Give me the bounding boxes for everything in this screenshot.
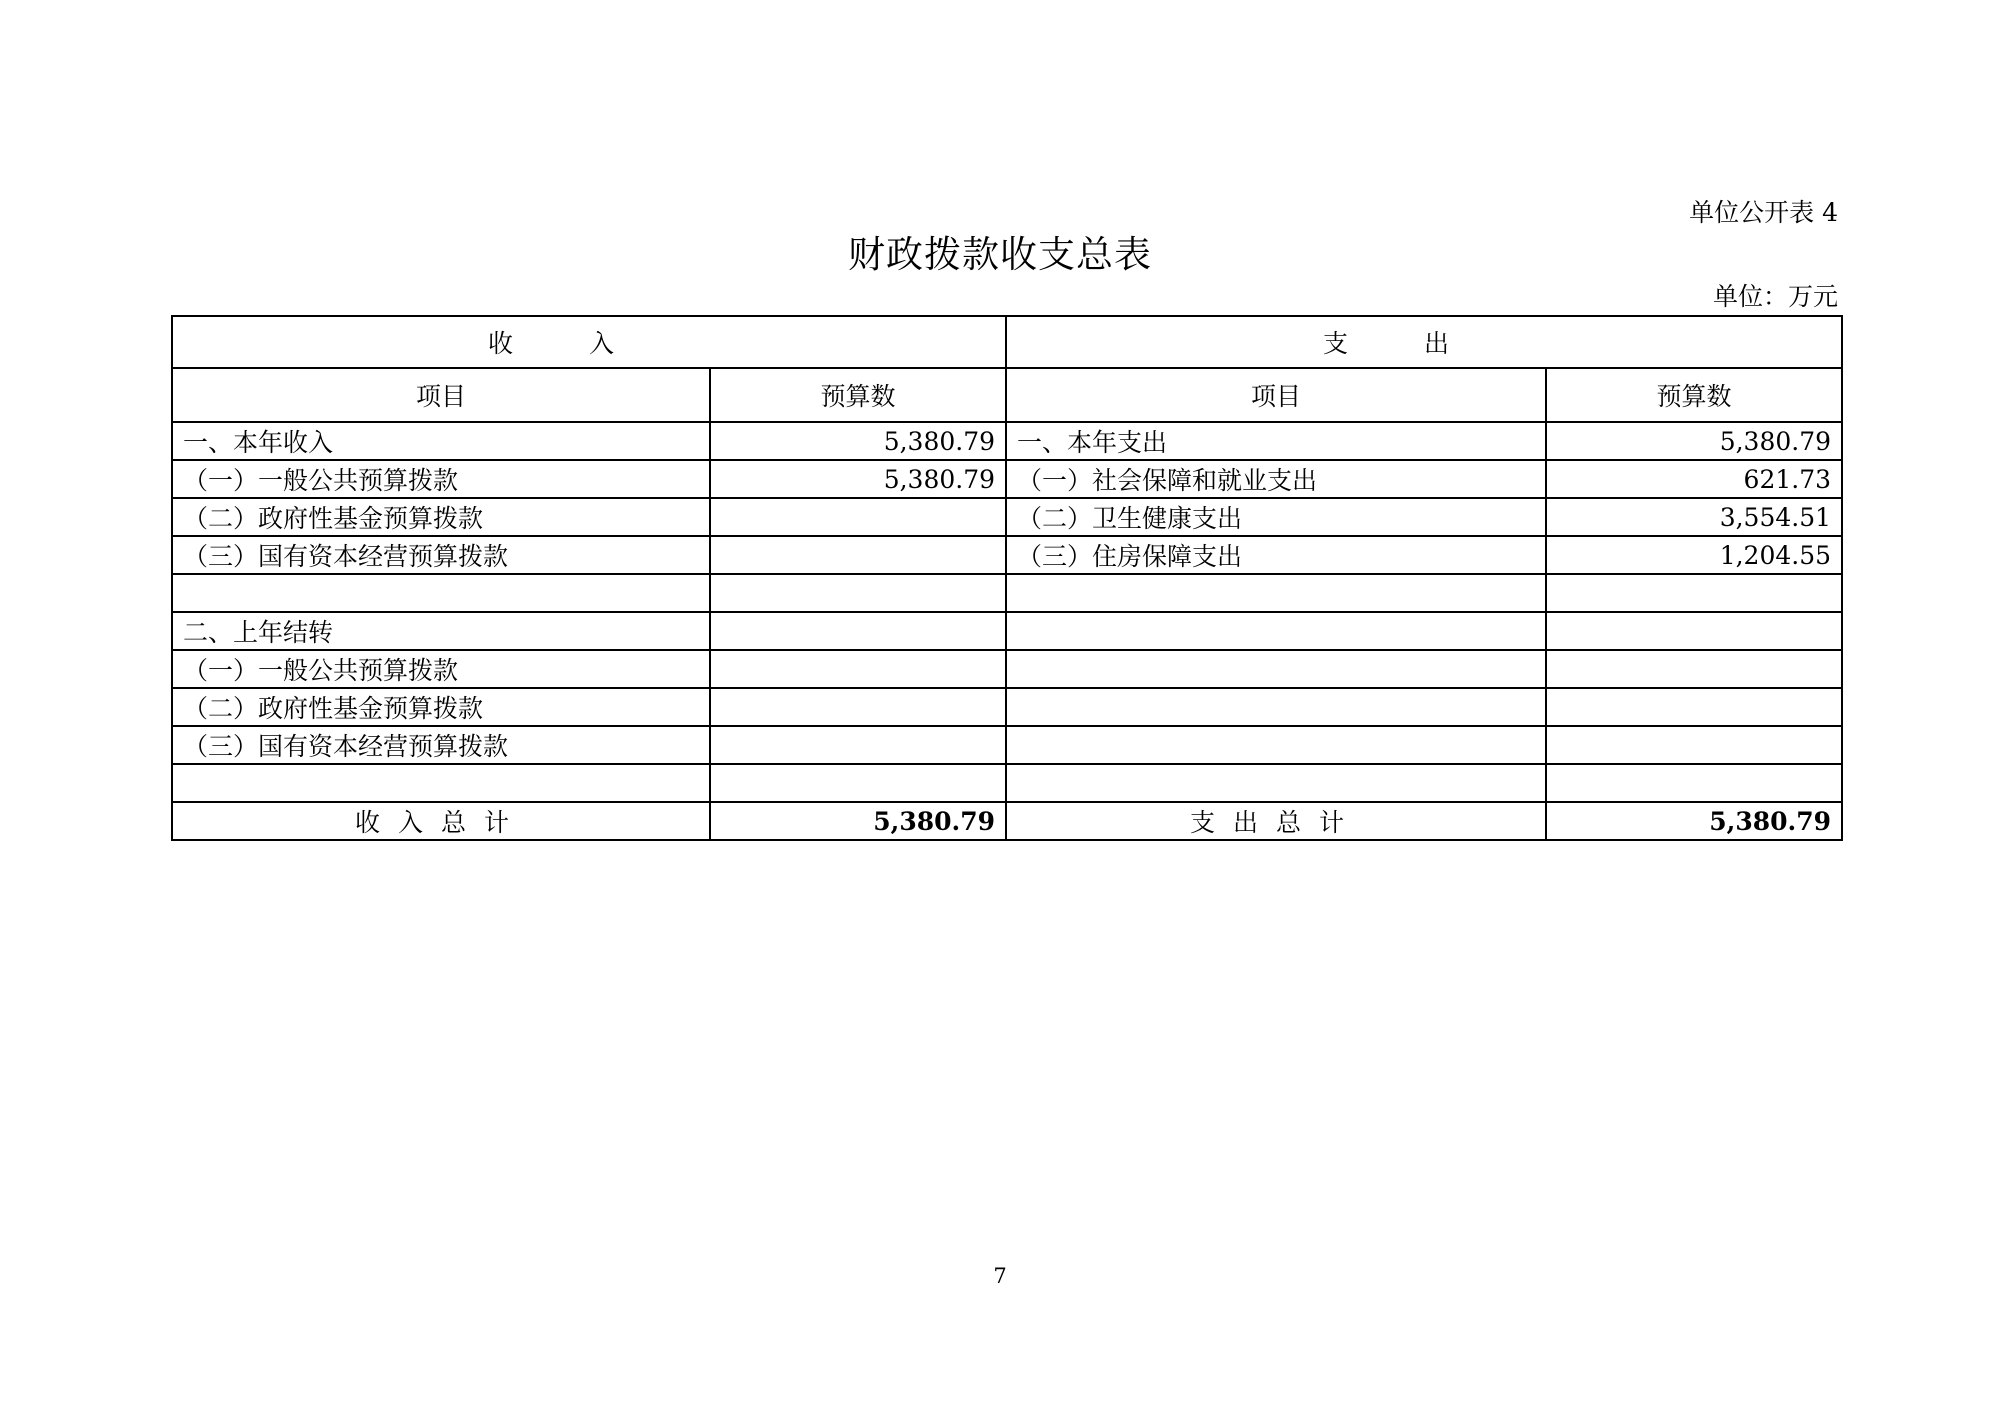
- income-value-cell: [710, 650, 1006, 688]
- income-value-cell: [710, 764, 1006, 802]
- expense-item-cell: （三）住房保障支出: [1006, 536, 1546, 574]
- expense-item-cell: 一、本年支出: [1006, 422, 1546, 460]
- expense-value-cell: [1546, 612, 1842, 650]
- income-value-cell: [710, 726, 1006, 764]
- income-total-label: 收入总计: [172, 802, 710, 840]
- income-value-cell: 5,380.79: [710, 460, 1006, 498]
- expense-value-cell: [1546, 764, 1842, 802]
- income-item-cell: （二）政府性基金预算拨款: [172, 688, 710, 726]
- expense-item-cell: [1006, 612, 1546, 650]
- table-row: [172, 650, 1842, 688]
- income-value-cell: [710, 574, 1006, 612]
- unit-label: 单位：万元: [1712, 282, 1838, 311]
- page-number: 7: [993, 1264, 1007, 1288]
- expense-section-header: 支出: [1006, 316, 1842, 368]
- income-budget-column-header: 预算数: [710, 368, 1006, 422]
- expense-total-label: 支出总计: [1006, 802, 1546, 840]
- table-row: [172, 422, 1842, 460]
- expense-item-cell: [1006, 688, 1546, 726]
- income-section-header: 收入: [172, 316, 1006, 368]
- table-row: [172, 536, 1842, 574]
- table-row: [172, 574, 1842, 612]
- expense-item-cell: [1006, 764, 1546, 802]
- table-row: [172, 764, 1842, 802]
- table-row: [172, 460, 1842, 498]
- form-code-label: 单位公开表 4: [1689, 198, 1838, 227]
- expense-value-cell: [1546, 574, 1842, 612]
- income-item-cell: （一）一般公共预算拨款: [172, 650, 710, 688]
- income-value-cell: 5,380.79: [710, 422, 1006, 460]
- expense-value-cell: 5,380.79: [1546, 422, 1842, 460]
- table-row: [172, 726, 1842, 764]
- income-item-cell: （三）国有资本经营预算拨款: [172, 726, 710, 764]
- expense-item-cell: [1006, 726, 1546, 764]
- income-item-cell: （一）一般公共预算拨款: [172, 460, 710, 498]
- page-title: 财政拨款收支总表: [848, 233, 1152, 276]
- expense-item-column-header: 项目: [1006, 368, 1546, 422]
- income-item-column-header: 项目: [172, 368, 710, 422]
- total-row: [172, 802, 1842, 840]
- expense-value-cell: [1546, 726, 1842, 764]
- expense-value-cell: [1546, 650, 1842, 688]
- income-total-value: 5,380.79: [710, 802, 1006, 840]
- income-item-cell: （二）政府性基金预算拨款: [172, 498, 710, 536]
- income-item-cell: [172, 574, 710, 612]
- section-header-row: [172, 316, 1842, 368]
- table-row: [172, 688, 1842, 726]
- income-value-cell: [710, 536, 1006, 574]
- income-value-cell: [710, 688, 1006, 726]
- expense-item-cell: [1006, 574, 1546, 612]
- income-value-cell: [710, 612, 1006, 650]
- income-item-cell: 二、上年结转: [172, 612, 710, 650]
- fiscal-appropriation-table: [171, 315, 1843, 841]
- expense-item-cell: （一）社会保障和就业支出: [1006, 460, 1546, 498]
- expense-value-cell: 1,204.55: [1546, 536, 1842, 574]
- expense-value-cell: 3,554.51: [1546, 498, 1842, 536]
- expense-value-cell: 621.73: [1546, 460, 1842, 498]
- expense-budget-column-header: 预算数: [1546, 368, 1842, 422]
- column-header-row: [172, 368, 1842, 422]
- expense-total-value: 5,380.79: [1546, 802, 1842, 840]
- income-value-cell: [710, 498, 1006, 536]
- expense-item-cell: （二）卫生健康支出: [1006, 498, 1546, 536]
- table-row: [172, 498, 1842, 536]
- income-item-cell: [172, 764, 710, 802]
- income-item-cell: （三）国有资本经营预算拨款: [172, 536, 710, 574]
- income-item-cell: 一、本年收入: [172, 422, 710, 460]
- table-row: [172, 612, 1842, 650]
- expense-item-cell: [1006, 650, 1546, 688]
- expense-value-cell: [1546, 688, 1842, 726]
